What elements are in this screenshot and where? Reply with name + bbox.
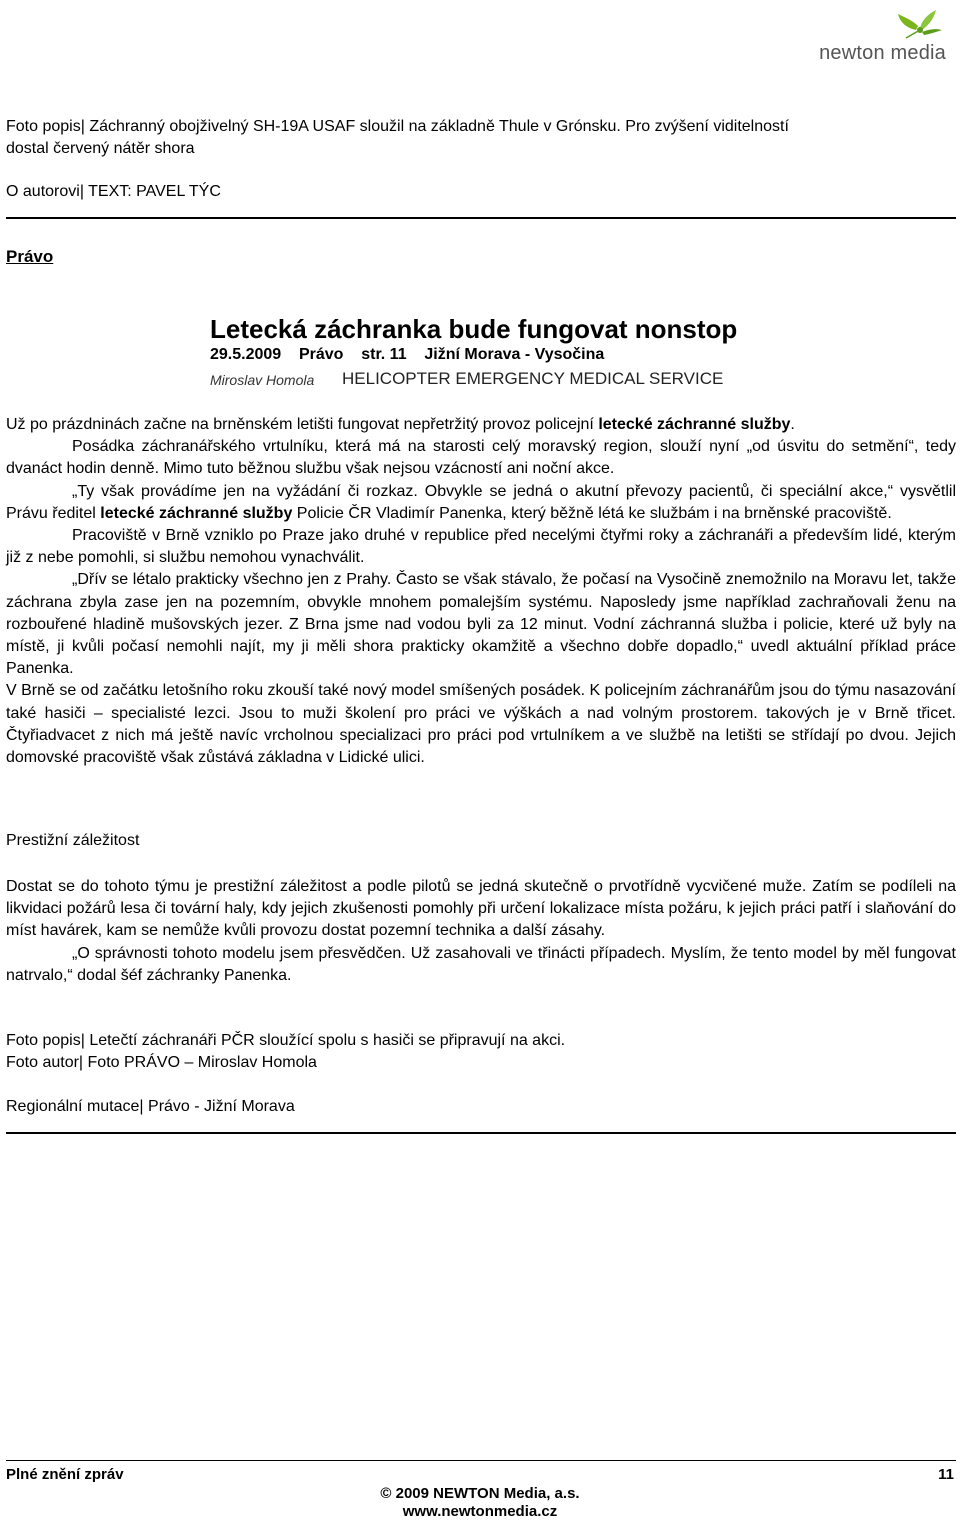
paragraph-3-end: Policie ČR Vladimír Panenka, který běžně létá ke službám i na brněnské pracoviště. bbox=[292, 504, 892, 522]
article-body bbox=[6, 414, 956, 769]
article-page: str. 11 bbox=[361, 346, 407, 363]
paragraph-3-text: „Ty však provádíme jen na vyžádání či rozkaz. Obvykle se jedná o akutní převozy pacientů, či speciální akce,“ vysvětlil Právu ředitel bbox=[6, 482, 956, 522]
source-link[interactable]: Právo bbox=[6, 247, 54, 266]
page-number: 11 bbox=[938, 1466, 954, 1483]
article-author: Miroslav Homola bbox=[210, 372, 315, 388]
article-body-2 bbox=[6, 876, 956, 987]
hummingbird-icon bbox=[876, 8, 946, 42]
paragraph-6: V Brně se od začátku letošního roku zkouší také nový model smíšených posádek. K policejním záchranářům jsou do týmu nasazování také hasiči – specialisté lezci. Jsou to muži školení pro práci ve výškách a nad volným prostorem. takových je v Brně třicet. Čtyřiadvacet z nich má ještě navíc vrcholnou specializaci pro práci pod vrtulníkem a ve službě na letišti se střídají po dvou. Jejich domovské pracoviště však zůstává základna v Lidické ulici. bbox=[6, 682, 956, 767]
footer-rule bbox=[6, 1460, 956, 1461]
divider-top bbox=[6, 217, 956, 219]
caption-line-2: dostal červený nátěr shora bbox=[6, 140, 195, 157]
paragraph-1-bold: letecké záchranné služby bbox=[598, 416, 791, 433]
footer-copyright: © 2009 NEWTON Media, a.s. bbox=[380, 1485, 580, 1502]
article-category: HELICOPTER EMERGENCY MEDICAL SERVICE bbox=[342, 369, 724, 388]
photo-author: Foto autor| Foto PRÁVO – Miroslav Homola bbox=[6, 1054, 317, 1071]
article-region: Jižní Morava - Vysočina bbox=[424, 346, 605, 363]
article-date: 29.5.2009 bbox=[210, 346, 282, 363]
caption-line-1: Foto popis| Záchranný obojživelný SH-19A USAF sloužil na základně Thule v Grónsku. Pro zvýšení viditelností bbox=[6, 118, 789, 135]
regional-edition: Regionální mutace| Právo - Jižní Morava bbox=[6, 1098, 295, 1115]
logo-text: newton media bbox=[819, 42, 946, 64]
article-title: Letecká záchranka bude fungovat nonstop bbox=[210, 314, 738, 344]
article-outlet: Právo bbox=[298, 346, 344, 363]
paragraph-3 bbox=[6, 481, 956, 525]
paragraph-8: „O správnosti tohoto modelu jsem přesvědčen. Už zasahovali ve třinácti případech. Myslím, že tento model by měl fungovat natrvalo,“ dodal šéf záchranky Panenka. bbox=[6, 944, 956, 984]
paragraph-1-text: Už po prázdninách začne na brněnském letišti fungovat nepřetržitý provoz policejní bbox=[6, 416, 599, 433]
footer-left: Plné znění zpráv bbox=[6, 1466, 124, 1483]
paragraph-1-end: . bbox=[790, 416, 795, 433]
paragraph-1 bbox=[6, 414, 956, 436]
divider-bottom bbox=[6, 1132, 956, 1134]
photo-caption: Foto popis| Letečtí záchranáři PČR sloužící spolu s hasiči se připravují na akci. bbox=[6, 1032, 566, 1049]
paragraph-4: Pracoviště v Brně vzniklo po Praze jako druhé v republice před necelými čtyřmi roky a záchranáři a především lidé, kterým již z nebe pomohli, si službu nemohou vynachválit. bbox=[6, 527, 956, 567]
subheading: Prestižní záležitost bbox=[6, 832, 140, 849]
paragraph-2: Posádka záchranářského vrtulníku, která má na starosti celý moravský region, slouží nyní „od úsvitu do setmění“, tedy dvanáct hodin denně. Mimo tuto běžnou službu však nejsou vzácností ani noční akce. bbox=[6, 438, 956, 478]
newton-media-logo bbox=[806, 8, 946, 68]
article-meta bbox=[210, 346, 604, 364]
author-caption: O autorovi| TEXT: PAVEL TÝC bbox=[6, 183, 221, 200]
paragraph-7: Dostat se do tohoto týmu je prestižní záležitost a podle pilotů se jedná skutečně o prvotřídně vycvičené muže. Zatím se podíleli na likvidaci požárů lesa či tovární haly, kdy jejich zkušenosti pomohly při určení lokalizace místa požáru, k jejich práci patří i slaňování do míst havárek, kam se nemůže kvůli provozu dostat pozemní technika a další zásahy. bbox=[6, 878, 956, 940]
footer-website[interactable]: www.newtonmedia.cz bbox=[402, 1503, 558, 1520]
paragraph-3-bold: letecké záchranné služby bbox=[100, 504, 293, 522]
paragraph-5: „Dřív se létalo prakticky všechno jen z Prahy. Často se však stávalo, že počasí na Vysočině znemožnilo na Moravu let, takže záchrana zbyla zase jen na pozemním, obvykle mnohem pomalejším systému. Naposledy jsme například zachraňovali ženu na rozbouřené hladině mušovských jezer. Z Brna jsme nad vodou byli za 12 minut. Vodní záchranná služba i policie, které už byly na místě, ji kvůli počasí nemohli najít, my ji měli shora prakticky okamžitě a všechno dobře dopadlo,“ uvedl aktuální příklad práce Panenka. bbox=[6, 571, 956, 678]
